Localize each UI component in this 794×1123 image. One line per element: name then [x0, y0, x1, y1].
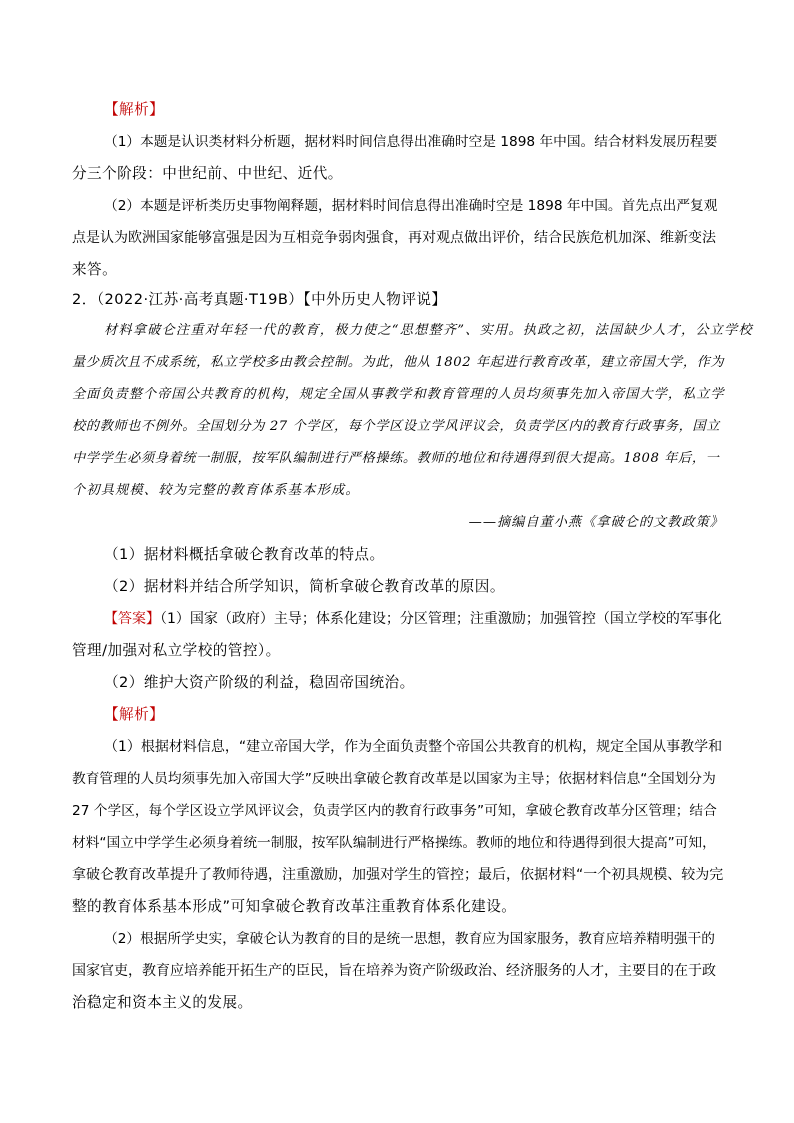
analysis-1-paragraph-2-line-3: 来答。 [72, 261, 118, 278]
analysis-2-p1-line-1: （1）根据材料信息，“建立帝国大学，作为全面负责整个帝国公共教育的机构，规定全国从事教学和 [104, 739, 723, 755]
material-line-4: 校的教师也不例外。全国划分为 27 个学区，每个学区设立学风评议会，负责学区内的教育行政事务，国立 [72, 419, 720, 434]
analysis-1-paragraph-2-line-1: （2）本题是评析类历史事物阐释题，据材料时间信息得出准确时空是 1898 年中国。首先点出严复观 [104, 198, 718, 214]
analysis-2-p2-line-3: 治稳定和资本主义的发展。 [72, 994, 253, 1011]
material-line-2: 量少质次且不成系统，私立学校多由教会控制。为此，他从 1802 年起进行教育改革，建立帝国大学，作为 [72, 355, 725, 370]
analysis-2-p1-line-4: 材料“国立中学学生必须身着统一制服，按军队编制进行严格操练。教师的地位和待遇得到很大提高”可知， [72, 835, 716, 851]
answer-1-text: （1）国家（政府）主导；体系化建设；分区管理；注重激励；加强管控（国立学校的军事化 [160, 611, 722, 627]
material-line-1: 材料拿破仑注重对年轻一代的教育，极力使之“思想整齐”、实用。执政之初，法国缺少人才，公立学校 [104, 323, 753, 338]
analysis-2-p1-line-6: 整的教育体系基本形成”可知拿破仑教育改革注重教育体系化建设。 [72, 898, 517, 915]
analysis-2-p1-line-2: 教育管理的人员均须事先加入帝国大学”反映出拿破仑教育改革是以国家为主导；依据材料信息“全国划分为 [72, 771, 716, 787]
sub-question-1: （1）据材料概括拿破仑教育改革的特点。 [104, 546, 385, 563]
analysis-heading-1: 【解析】 [104, 101, 165, 118]
question-2-category-tag: 【中外历史人物评说】 [303, 291, 447, 308]
answer-line-2: 管理/加强对私立学校的管控）。 [72, 642, 281, 659]
analysis-1-paragraph-1-line-2: 分三个阶段：中世纪前、中世纪、近代。 [72, 165, 343, 182]
material-line-3: 全面负责整个帝国公共教育的机构，规定全国从事教学和教育管理的人员均须事先加入帝国大学，私立学 [72, 387, 725, 402]
question-2-source-label: 2．（2022·江苏·高考真题·T19B） [72, 291, 304, 308]
material-source: ——摘编自董小燕《拿破仑的文教政策》 [468, 515, 724, 530]
answer-line-1 [104, 609, 726, 629]
analysis-2-p2-line-2: 国家官吏，教育应培养能开拓生产的臣民，旨在培养为资产阶级政治、经济服务的人才，主要目的在于政 [72, 963, 716, 979]
analysis-2-p2-line-1: （2）根据所学史实，拿破仑认为教育的目的是统一思想，教育应为国家服务，教育应培养精明强干的 [104, 931, 715, 947]
analysis-2-p1-line-5: 拿破仑教育改革提升了教师待遇，注重激励，加强对学生的管控；最后，依据材料“一个初具规模、较为完 [72, 867, 724, 883]
sub-question-2: （2）据材料并结合所学知识，简析拿破仑教育改革的原因。 [104, 578, 505, 595]
analysis-1-paragraph-1-line-1: （1）本题是认识类材料分析题，据材料时间信息得出准确时空是 1898 年中国。结合材料发展历程要 [104, 134, 718, 150]
question-2-title [72, 290, 726, 310]
answer-line-3: （2）维护大资产阶级的利益，稳固帝国统治。 [104, 674, 415, 691]
answer-tag: 【答案】 [104, 611, 160, 627]
analysis-heading-2: 【解析】 [104, 706, 165, 723]
analysis-2-p1-line-3: 27 个学区，每个学区设立学风评议会，负责学区内的教育行政事务”可知，拿破仑教育改革分区管理；结合 [72, 803, 717, 819]
analysis-1-paragraph-2-line-2: 点是认为欧洲国家能够富强是因为互相竞争弱肉强食，再对观点做出评价，结合民族危机加深、维新变法 [72, 230, 716, 246]
material-line-6: 个初具规模、较为完整的教育体系基本形成。 [72, 483, 360, 498]
material-line-5: 中学学生必须身着统一制服，按军队编制进行严格操练。教师的地位和待遇得到很大提高。1808 年后，一 [72, 451, 720, 466]
